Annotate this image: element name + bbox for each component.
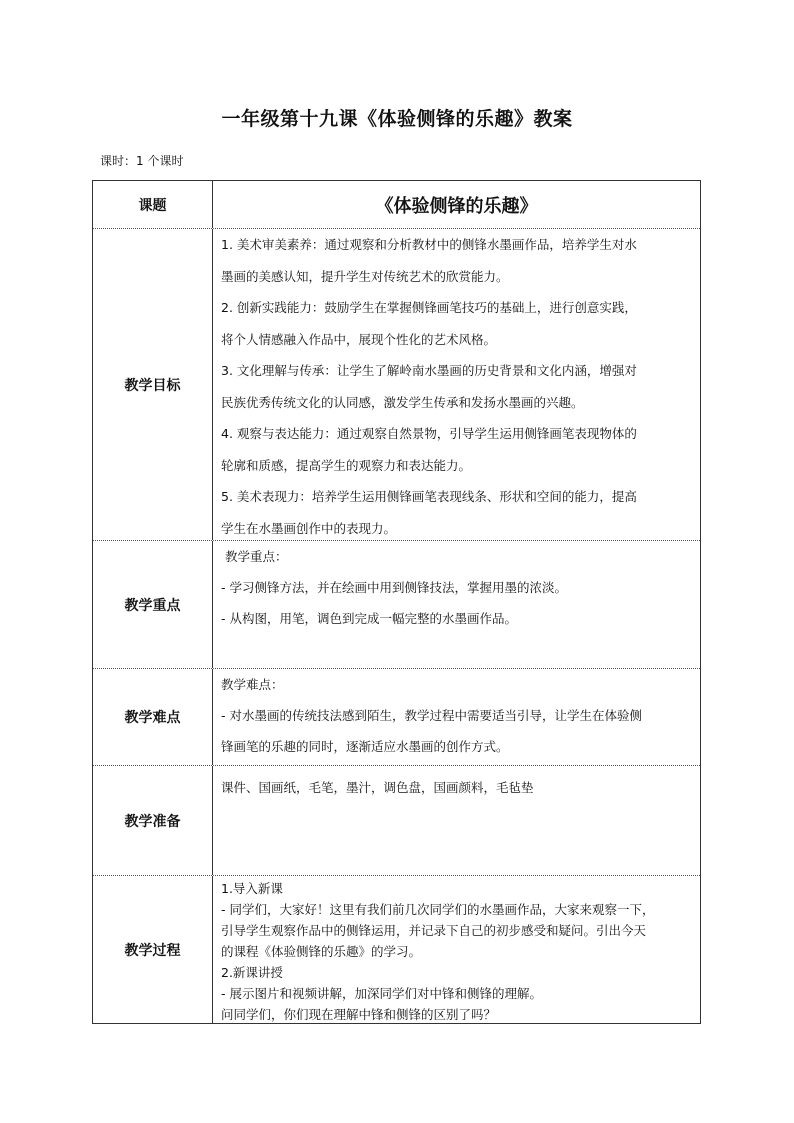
objectives-line: 轮廓和质感，提高学生的观察力和表达能力。 [221, 457, 472, 473]
row-difficulties [93, 668, 700, 765]
key-points-line: - 学习侧锋方法，并在绘画中用到侧锋技法，掌握用墨的浓淡。 [221, 580, 567, 595]
process-line: - 同学们，大家好！这里有我们前几次同学们的水墨画作品，大家来观察一下， [221, 902, 655, 917]
difficulties-label: 教学难点 [93, 669, 213, 765]
difficulties-line: 锋画笔的乐趣的同时，逐渐适应水墨画的创作方式。 [221, 739, 509, 754]
process-label: 教学过程 [93, 876, 213, 1023]
objectives-line: 学生在水墨画创作中的表现力。 [221, 520, 397, 536]
process-line: 1.导入新课 [221, 881, 283, 896]
key-points-line: 教学重点： [221, 549, 288, 564]
objectives-line: 1. 美术审美素养：通过观察和分析教材中的侧锋水墨画作品，培养学生对水 [221, 237, 637, 252]
process-line: 的课程《体验侧锋的乐趣》的学习。 [221, 944, 422, 959]
preparation-content [213, 766, 700, 875]
difficulties-line: - 对水墨画的传统技法感到陌生，教学过程中需要适当引导，让学生在体验侧 [221, 708, 642, 723]
key-points-line: - 从构图，用笔，调色到完成一幅完整的水墨画作品。 [221, 611, 517, 626]
row-key-points [93, 540, 700, 668]
row-preparation [93, 765, 700, 875]
preparation-label: 教学准备 [93, 766, 213, 875]
topic-label: 课题 [93, 181, 213, 228]
process-line: 引导学生观察作品中的侧锋运用，并记录下自己的初步感受和疑问。引出今天 [221, 923, 647, 938]
objectives-content [213, 229, 700, 540]
topic-value: 《体验侧锋的乐趣》 [375, 195, 538, 217]
objectives-line: 5. 美术表现力：培养学生运用侧锋画笔表现线条、形状和空间的能力，提高 [221, 489, 637, 504]
row-topic [93, 181, 700, 228]
preparation-line: 课件、国画纸，毛笔，墨汁，调色盘，国画颜料，毛毡垫 [221, 780, 534, 795]
lesson-plan-table [92, 180, 701, 1024]
objectives-line: 墨画的美感认知，提升学生对传统艺术的欣赏能力。 [221, 268, 509, 284]
objectives-line: 2. 创新实践能力：鼓励学生在掌握侧锋画笔技巧的基础上，进行创意实践， [221, 300, 637, 315]
document-title: 一年级第十九课《体验侧锋的乐趣》教案 [221, 108, 573, 130]
objectives-line: 4. 观察与表达能力：通过观察自然景物，引导学生运用侧锋画笔表现物体的 [221, 426, 637, 441]
difficulties-line: 教学难点： [221, 677, 284, 692]
process-line: - 展示图片和视频讲解，加深同学们对中锋和侧锋的理解。 [221, 986, 542, 1001]
objectives-line: 3. 文化理解与传承：让学生了解岭南水墨画的历史背景和文化内涵，增强对 [221, 363, 637, 378]
objectives-line: 民族优秀传统文化的认同感，激发学生传承和发扬水墨画的兴趣。 [221, 394, 584, 410]
key-points-label: 教学重点 [93, 541, 213, 668]
process-content [213, 876, 700, 1023]
class-period: 课时：1 个课时 [100, 154, 184, 168]
row-objectives [93, 228, 700, 540]
process-line: 2.新课讲授 [221, 965, 283, 980]
row-process [93, 875, 700, 1023]
difficulties-content [213, 669, 700, 765]
key-points-content [213, 541, 700, 668]
objectives-label: 教学目标 [93, 229, 213, 540]
process-line: 问同学们，你们现在理解中锋和侧锋的区别了吗？ [221, 1007, 497, 1022]
objectives-line: 将个人情感融入作品中，展现个性化的艺术风格。 [221, 331, 497, 347]
